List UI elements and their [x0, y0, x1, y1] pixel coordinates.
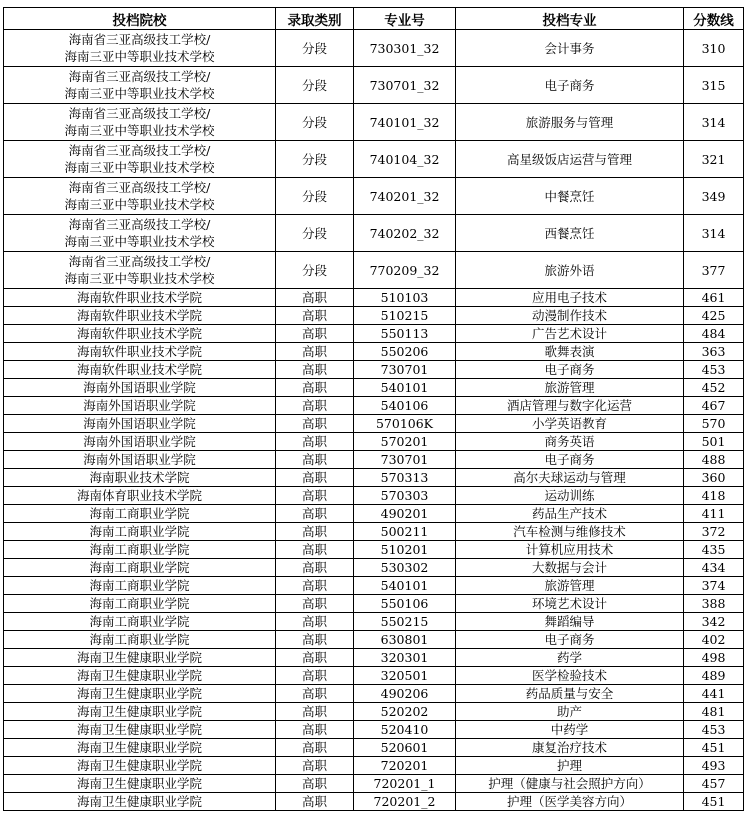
school-name-line: 海南软件职业技术学院: [76, 362, 202, 377]
table-row: [4, 703, 744, 721]
cell-category: 高职: [276, 325, 354, 343]
cell-major-code: 720201: [354, 757, 456, 775]
cell-score: 321: [684, 141, 744, 178]
school-name-line: 海南卫生健康职业学院: [76, 758, 202, 773]
cell-category: 高职: [276, 469, 354, 487]
cell-category: 高职: [276, 793, 354, 811]
school-name-line: 海南三亚中等职业技术学校: [64, 197, 215, 212]
cell-major: 广告艺术设计: [456, 325, 684, 343]
cell-major-code: 530302: [354, 559, 456, 577]
school-name-line: 海南省三亚高级技工学校/: [68, 106, 211, 121]
cell-major: 护理: [456, 757, 684, 775]
cell-major-code: 740101_32: [354, 104, 456, 141]
table-row: [4, 631, 744, 649]
table-row: [4, 595, 744, 613]
cell-school: [4, 379, 276, 397]
cell-category: 高职: [276, 379, 354, 397]
school-name-line: 海南三亚中等职业技术学校: [64, 123, 215, 138]
cell-major: 小学英语教育: [456, 415, 684, 433]
cell-category: 分段: [276, 30, 354, 67]
table-row: [4, 451, 744, 469]
cell-category: 高职: [276, 343, 354, 361]
cell-score: 310: [684, 30, 744, 67]
cell-school: [4, 685, 276, 703]
cell-category: 分段: [276, 178, 354, 215]
cell-major: 药品质量与安全: [456, 685, 684, 703]
cell-category: 高职: [276, 487, 354, 505]
cell-score: 418: [684, 487, 744, 505]
cell-major: 旅游管理: [456, 379, 684, 397]
cell-score: 434: [684, 559, 744, 577]
cell-major-code: 550113: [354, 325, 456, 343]
cell-score: 498: [684, 649, 744, 667]
school-name-line: 海南卫生健康职业学院: [76, 794, 202, 809]
cell-school: [4, 541, 276, 559]
table-row: [4, 505, 744, 523]
table-row: [4, 289, 744, 307]
cell-school: [4, 721, 276, 739]
cell-school: [4, 178, 276, 215]
cell-major-code: 720201_2: [354, 793, 456, 811]
cell-category: 高职: [276, 505, 354, 523]
cell-school: [4, 252, 276, 289]
cell-major-code: 740202_32: [354, 215, 456, 252]
cell-major: 大数据与会计: [456, 559, 684, 577]
cell-score: 453: [684, 361, 744, 379]
cell-major: 高尔夫球运动与管理: [456, 469, 684, 487]
school-name-line: 海南省三亚高级技工学校/: [68, 143, 211, 158]
cell-school: [4, 775, 276, 793]
table-row: [4, 775, 744, 793]
cell-major: 电子商务: [456, 67, 684, 104]
table-row: [4, 397, 744, 415]
cell-score: 360: [684, 469, 744, 487]
cell-category: 分段: [276, 67, 354, 104]
cell-score: 493: [684, 757, 744, 775]
cell-score: 452: [684, 379, 744, 397]
cell-major-code: 550206: [354, 343, 456, 361]
cell-major-code: 730701: [354, 451, 456, 469]
table-row: [4, 739, 744, 757]
school-name-line: 海南软件职业技术学院: [76, 308, 202, 323]
table-body: [4, 30, 744, 811]
table-row: [4, 415, 744, 433]
cell-school: [4, 104, 276, 141]
cell-major-code: 510103: [354, 289, 456, 307]
cell-major-code: 510215: [354, 307, 456, 325]
cell-major: 旅游管理: [456, 577, 684, 595]
cell-major: 环境艺术设计: [456, 595, 684, 613]
school-name-line: 海南工商职业学院: [89, 524, 190, 539]
cell-category: 高职: [276, 595, 354, 613]
table-row: [4, 523, 744, 541]
cell-major: 电子商务: [456, 631, 684, 649]
cell-major-code: 740201_32: [354, 178, 456, 215]
cell-score: 441: [684, 685, 744, 703]
table-row: [4, 559, 744, 577]
cell-major: 舞蹈编导: [456, 613, 684, 631]
table-row: [4, 487, 744, 505]
cell-major-code: 570201: [354, 433, 456, 451]
cell-score: 349: [684, 178, 744, 215]
cell-major-code: 520410: [354, 721, 456, 739]
cell-school: [4, 451, 276, 469]
cell-score: 372: [684, 523, 744, 541]
cell-school: [4, 361, 276, 379]
cell-major-code: 500211: [354, 523, 456, 541]
cell-major: 药品生产技术: [456, 505, 684, 523]
cell-category: 高职: [276, 685, 354, 703]
cell-major: 康复治疗技术: [456, 739, 684, 757]
table-row: [4, 685, 744, 703]
school-name-line: 海南省三亚高级技工学校/: [68, 217, 211, 232]
cell-major-code: 320501: [354, 667, 456, 685]
cell-category: 高职: [276, 649, 354, 667]
cell-score: 374: [684, 577, 744, 595]
cell-major: 旅游服务与管理: [456, 104, 684, 141]
school-name-line: 海南外国语职业学院: [83, 380, 196, 395]
school-name-line: 海南外国语职业学院: [83, 398, 196, 413]
school-name-line: 海南软件职业技术学院: [76, 326, 202, 341]
cell-school: [4, 67, 276, 104]
cell-major: 药学: [456, 649, 684, 667]
school-name-line: 海南工商职业学院: [89, 632, 190, 647]
cell-school: [4, 577, 276, 595]
school-name-line: 海南三亚中等职业技术学校: [64, 49, 215, 64]
cell-category: 高职: [276, 757, 354, 775]
school-name-line: 海南卫生健康职业学院: [76, 740, 202, 755]
cell-score: 377: [684, 252, 744, 289]
table-row: [4, 215, 744, 252]
cell-score: 467: [684, 397, 744, 415]
cell-category: 高职: [276, 775, 354, 793]
school-name-line: 海南外国语职业学院: [83, 416, 196, 431]
table-row: [4, 361, 744, 379]
cell-category: 高职: [276, 613, 354, 631]
cell-major-code: 520202: [354, 703, 456, 721]
cell-major: 电子商务: [456, 451, 684, 469]
cell-category: 高职: [276, 559, 354, 577]
school-name-line: 海南三亚中等职业技术学校: [64, 234, 215, 249]
school-name-line: 海南省三亚高级技工学校/: [68, 69, 211, 84]
table-row: [4, 541, 744, 559]
table-row: [4, 307, 744, 325]
cell-score: 461: [684, 289, 744, 307]
cell-category: 高职: [276, 361, 354, 379]
school-name-line: 海南省三亚高级技工学校/: [68, 32, 211, 47]
cell-category: 高职: [276, 721, 354, 739]
cell-score: 481: [684, 703, 744, 721]
header-row: [4, 8, 744, 30]
cell-category: 高职: [276, 289, 354, 307]
cell-score: 425: [684, 307, 744, 325]
cell-major-code: 630801: [354, 631, 456, 649]
school-name-line: 海南工商职业学院: [89, 542, 190, 557]
cell-score: 388: [684, 595, 744, 613]
cell-school: [4, 667, 276, 685]
cell-major-code: 550106: [354, 595, 456, 613]
cell-school: [4, 30, 276, 67]
cell-major: 动漫制作技术: [456, 307, 684, 325]
cell-category: 高职: [276, 415, 354, 433]
cell-major: 护理（健康与社会照护方向）: [456, 775, 684, 793]
table-row: [4, 649, 744, 667]
cell-school: [4, 215, 276, 252]
school-name-line: 海南工商职业学院: [89, 506, 190, 521]
table-row: [4, 721, 744, 739]
school-name-line: 海南工商职业学院: [89, 614, 190, 629]
cell-major: 应用电子技术: [456, 289, 684, 307]
cell-school: [4, 649, 276, 667]
cell-category: 高职: [276, 703, 354, 721]
cell-school: [4, 739, 276, 757]
cell-major: 西餐烹饪: [456, 215, 684, 252]
cell-category: 高职: [276, 451, 354, 469]
table-row: [4, 433, 744, 451]
table-row: [4, 252, 744, 289]
cell-major-code: 570303: [354, 487, 456, 505]
cell-school: [4, 433, 276, 451]
cell-major-code: 740104_32: [354, 141, 456, 178]
table-row: [4, 67, 744, 104]
cell-major-code: 490206: [354, 685, 456, 703]
admission-score-table: [3, 7, 744, 811]
table-row: [4, 178, 744, 215]
cell-major-code: 730301_32: [354, 30, 456, 67]
school-name-line: 海南卫生健康职业学院: [76, 668, 202, 683]
table-row: [4, 613, 744, 631]
school-name-line: 海南三亚中等职业技术学校: [64, 160, 215, 175]
cell-score: 314: [684, 215, 744, 252]
school-name-line: 海南软件职业技术学院: [76, 290, 202, 305]
cell-category: 分段: [276, 104, 354, 141]
cell-major: 助产: [456, 703, 684, 721]
cell-score: 314: [684, 104, 744, 141]
cell-major: 会计事务: [456, 30, 684, 67]
cell-score: 342: [684, 613, 744, 631]
cell-major: 中餐烹饪: [456, 178, 684, 215]
header-major-code: 专业号: [354, 8, 456, 30]
cell-major-code: 320301: [354, 649, 456, 667]
cell-major: 歌舞表演: [456, 343, 684, 361]
school-name-line: 海南软件职业技术学院: [76, 344, 202, 359]
cell-school: [4, 415, 276, 433]
cell-school: [4, 289, 276, 307]
cell-score: 457: [684, 775, 744, 793]
cell-major: 电子商务: [456, 361, 684, 379]
table-row: [4, 577, 744, 595]
cell-category: 高职: [276, 739, 354, 757]
cell-major: 高星级饭店运营与管理: [456, 141, 684, 178]
cell-major: 商务英语: [456, 433, 684, 451]
cell-major: 计算机应用技术: [456, 541, 684, 559]
cell-major-code: 570313: [354, 469, 456, 487]
cell-school: [4, 631, 276, 649]
table-row: [4, 141, 744, 178]
cell-school: [4, 397, 276, 415]
cell-score: 489: [684, 667, 744, 685]
school-name-line: 海南卫生健康职业学院: [76, 776, 202, 791]
school-name-line: 海南工商职业学院: [89, 560, 190, 575]
cell-category: 分段: [276, 141, 354, 178]
cell-major-code: 550215: [354, 613, 456, 631]
cell-major: 旅游外语: [456, 252, 684, 289]
table-row: [4, 325, 744, 343]
cell-score: 315: [684, 67, 744, 104]
cell-score: 411: [684, 505, 744, 523]
table-row: [4, 379, 744, 397]
cell-major-code: 770209_32: [354, 252, 456, 289]
cell-score: 501: [684, 433, 744, 451]
header-category: 录取类别: [276, 8, 354, 30]
cell-major-code: 510201: [354, 541, 456, 559]
school-name-line: 海南体育职业技术学院: [76, 488, 202, 503]
cell-major-code: 720201_1: [354, 775, 456, 793]
school-name-line: 海南工商职业学院: [89, 596, 190, 611]
cell-school: [4, 703, 276, 721]
cell-school: [4, 613, 276, 631]
cell-category: 高职: [276, 667, 354, 685]
cell-major-code: 540101: [354, 577, 456, 595]
cell-major-code: 570106K: [354, 415, 456, 433]
cell-major-code: 520601: [354, 739, 456, 757]
cell-school: [4, 559, 276, 577]
cell-major-code: 730701: [354, 361, 456, 379]
cell-score: 570: [684, 415, 744, 433]
header-major: 投档专业: [456, 8, 684, 30]
cell-school: [4, 505, 276, 523]
cell-school: [4, 325, 276, 343]
cell-school: [4, 469, 276, 487]
cell-school: [4, 307, 276, 325]
cell-score: 402: [684, 631, 744, 649]
cell-major: 医学检验技术: [456, 667, 684, 685]
cell-score: 451: [684, 739, 744, 757]
cell-major-code: 540106: [354, 397, 456, 415]
cell-category: 高职: [276, 577, 354, 595]
table-row: [4, 469, 744, 487]
school-name-line: 海南卫生健康职业学院: [76, 650, 202, 665]
cell-major: 汽车检测与维修技术: [456, 523, 684, 541]
cell-school: [4, 595, 276, 613]
cell-category: 高职: [276, 631, 354, 649]
school-name-line: 海南卫生健康职业学院: [76, 686, 202, 701]
table-row: [4, 104, 744, 141]
cell-major-code: 730701_32: [354, 67, 456, 104]
cell-school: [4, 523, 276, 541]
cell-score: 363: [684, 343, 744, 361]
cell-category: 高职: [276, 433, 354, 451]
cell-category: 高职: [276, 307, 354, 325]
school-name-line: 海南外国语职业学院: [83, 452, 196, 467]
cell-major: 中药学: [456, 721, 684, 739]
cell-major: 酒店管理与数字化运营: [456, 397, 684, 415]
school-name-line: 海南外国语职业学院: [83, 434, 196, 449]
cell-score: 435: [684, 541, 744, 559]
table-row: [4, 30, 744, 67]
cell-school: [4, 793, 276, 811]
table-row: [4, 667, 744, 685]
table-row: [4, 757, 744, 775]
cell-school: [4, 757, 276, 775]
cell-score: 451: [684, 793, 744, 811]
cell-score: 484: [684, 325, 744, 343]
school-name-line: 海南三亚中等职业技术学校: [64, 271, 215, 286]
school-name-line: 海南卫生健康职业学院: [76, 722, 202, 737]
cell-score: 488: [684, 451, 744, 469]
cell-category: 高职: [276, 397, 354, 415]
school-name-line: 海南三亚中等职业技术学校: [64, 86, 215, 101]
table-row: [4, 793, 744, 811]
cell-major: 运动训练: [456, 487, 684, 505]
cell-major: 护理（医学美容方向）: [456, 793, 684, 811]
cell-category: 高职: [276, 541, 354, 559]
cell-major-code: 490201: [354, 505, 456, 523]
cell-score: 453: [684, 721, 744, 739]
cell-category: 高职: [276, 523, 354, 541]
school-name-line: 海南省三亚高级技工学校/: [68, 180, 211, 195]
cell-school: [4, 487, 276, 505]
school-name-line: 海南卫生健康职业学院: [76, 704, 202, 719]
school-name-line: 海南省三亚高级技工学校/: [68, 254, 211, 269]
school-name-line: 海南工商职业学院: [89, 578, 190, 593]
school-name-line: 海南职业技术学院: [89, 470, 190, 485]
cell-school: [4, 141, 276, 178]
header-school: 投档院校: [4, 8, 276, 30]
cell-category: 分段: [276, 252, 354, 289]
cell-category: 分段: [276, 215, 354, 252]
cell-major-code: 540101: [354, 379, 456, 397]
cell-school: [4, 343, 276, 361]
table-row: [4, 343, 744, 361]
header-score: 分数线: [684, 8, 744, 30]
